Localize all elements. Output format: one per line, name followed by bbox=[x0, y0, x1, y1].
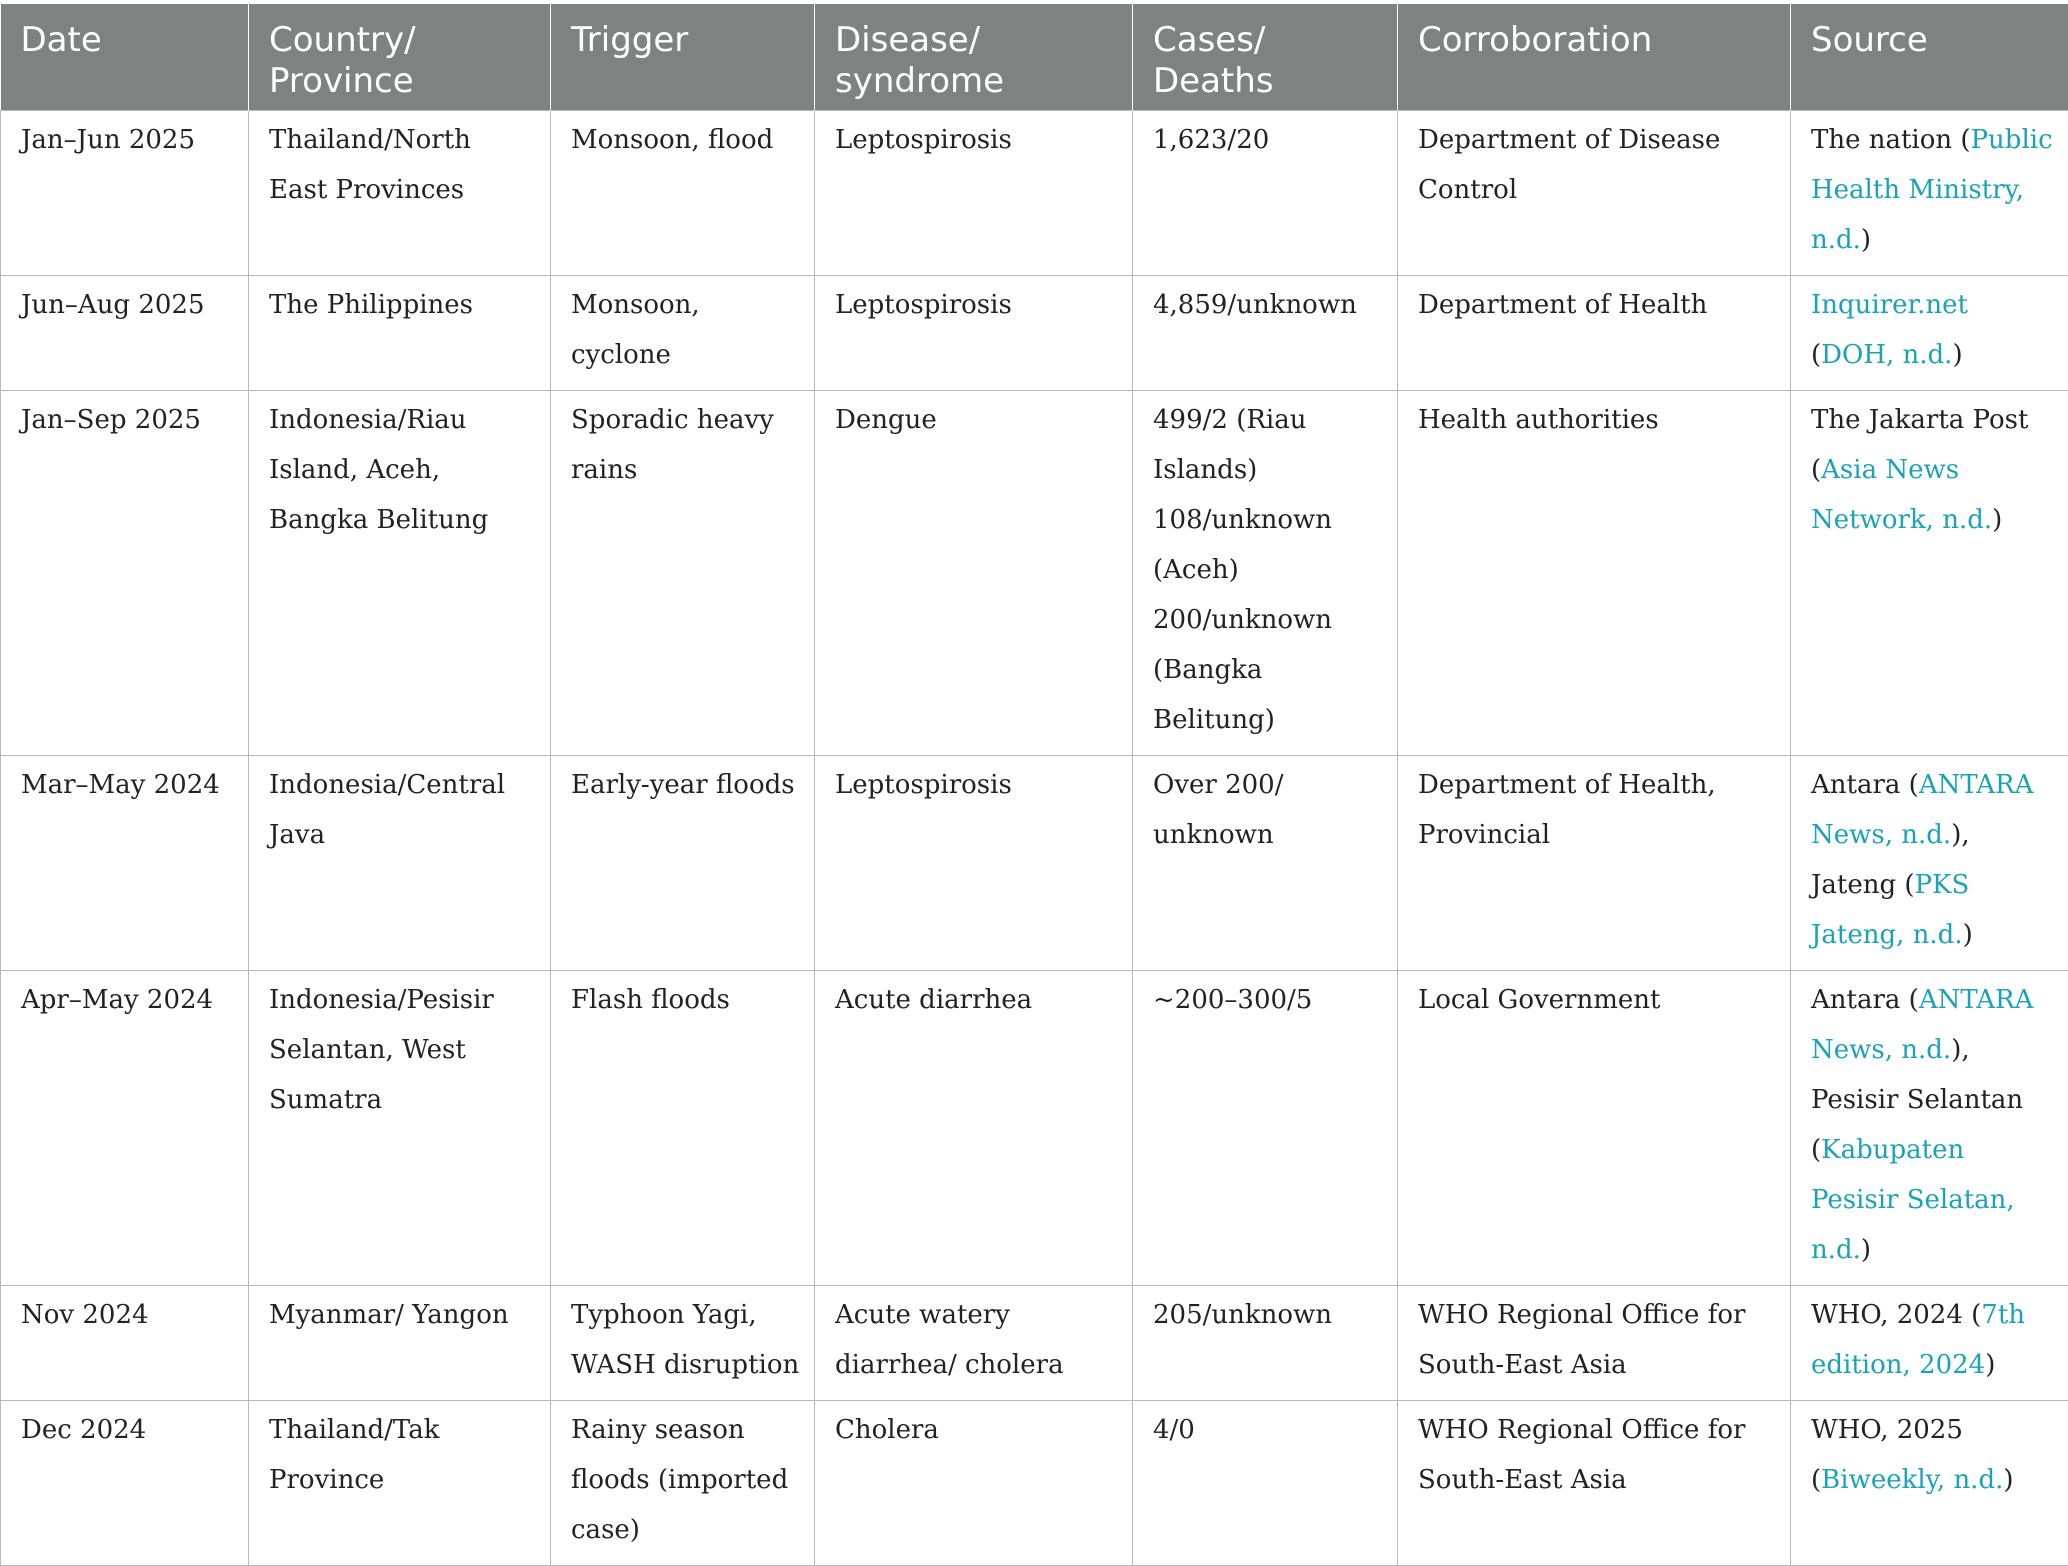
cases-entry: Over 200/ unknown bbox=[1153, 760, 1383, 860]
source-text: The nation ( bbox=[1811, 125, 1971, 155]
source-text: Antara ( bbox=[1811, 985, 1919, 1015]
cell-date: Jun–Aug 2025 bbox=[1, 276, 249, 391]
column-header-trigger bbox=[551, 4, 815, 111]
reference-link[interactable]: Kabupaten Pesisir Selatan, n.d. bbox=[1811, 1135, 2015, 1265]
cell-trigger: Early-year floods bbox=[551, 756, 815, 971]
source-text: ) bbox=[2003, 1465, 2013, 1495]
reference-link[interactable]: Inquirer.net bbox=[1811, 290, 1968, 320]
column-header-label: Corroboration bbox=[1418, 20, 1772, 61]
cases-entry: 499/2 (Riau Islands) bbox=[1153, 395, 1383, 495]
table-row bbox=[1, 971, 2068, 1286]
cell-cases bbox=[1133, 276, 1398, 391]
cell-source bbox=[1791, 391, 2068, 756]
source-text: ) bbox=[1861, 1235, 1871, 1265]
cell-corroboration: Local Government bbox=[1398, 971, 1791, 1286]
table-header bbox=[1, 4, 2068, 111]
column-header-label: Country/ bbox=[269, 20, 532, 61]
cell-country: Indonesia/Central Java bbox=[249, 756, 551, 971]
table-row bbox=[1, 111, 2068, 276]
cell-trigger: Typhoon Yagi, WASH disruption bbox=[551, 1286, 815, 1401]
cell-disease: Leptospirosis bbox=[815, 111, 1133, 276]
cell-source bbox=[1791, 1401, 2068, 1566]
source-text: The Jakarta Post ( bbox=[1811, 405, 2028, 485]
cell-disease: Cholera bbox=[815, 1401, 1133, 1566]
column-header-label: Deaths bbox=[1153, 61, 1379, 102]
cell-corroboration: WHO Regional Office for South-East Asia bbox=[1398, 1286, 1791, 1401]
column-header-label: Source bbox=[1811, 20, 2051, 61]
cell-cases bbox=[1133, 1286, 1398, 1401]
cell-cases bbox=[1133, 391, 1398, 756]
cases-entry: ~200–300/5 bbox=[1153, 975, 1383, 1025]
column-header-label: Trigger bbox=[571, 20, 796, 61]
cell-trigger: Monsoon, flood bbox=[551, 111, 815, 276]
cell-disease: Leptospirosis bbox=[815, 756, 1133, 971]
cell-trigger: Rainy season floods (imported case) bbox=[551, 1401, 815, 1566]
source-text: WHO, 2025 ( bbox=[1811, 1415, 1963, 1495]
cell-trigger: Sporadic heavy rains bbox=[551, 391, 815, 756]
header-row bbox=[1, 4, 2068, 111]
reference-link[interactable]: 7th edition, 2024 bbox=[1811, 1300, 2025, 1380]
cell-date: Apr–May 2024 bbox=[1, 971, 249, 1286]
outbreak-table bbox=[0, 4, 2068, 1566]
cell-source bbox=[1791, 756, 2068, 971]
source-text: WHO, 2024 ( bbox=[1811, 1300, 1981, 1330]
column-header-label: syndrome bbox=[835, 61, 1114, 102]
cases-entry: 108/unknown (Aceh) bbox=[1153, 495, 1383, 595]
cell-corroboration: WHO Regional Office for South-East Asia bbox=[1398, 1401, 1791, 1566]
reference-link[interactable]: PKS Jateng, n.d. bbox=[1811, 870, 1969, 950]
source-text: ), Pesisir Selantan ( bbox=[1811, 1035, 2023, 1165]
column-header-disease bbox=[815, 4, 1133, 111]
source-text: ( bbox=[1811, 340, 1821, 370]
source-text: ), Jateng ( bbox=[1811, 820, 1970, 900]
column-header-label: Disease/ bbox=[835, 20, 1114, 61]
column-header-date bbox=[1, 4, 249, 111]
cell-date: Dec 2024 bbox=[1, 1401, 249, 1566]
cell-country: Indonesia/Pesisir Selantan, West Sumatra bbox=[249, 971, 551, 1286]
table-row bbox=[1, 1401, 2068, 1566]
column-header-cases bbox=[1133, 4, 1398, 111]
column-header-country bbox=[249, 4, 551, 111]
column-header-source bbox=[1791, 4, 2068, 111]
cases-entry: 4,859/unknown bbox=[1153, 280, 1383, 330]
cases-entry: 1,623/20 bbox=[1153, 115, 1383, 165]
cases-entry: 4/0 bbox=[1153, 1405, 1383, 1455]
cases-entry: 205/unknown bbox=[1153, 1290, 1383, 1340]
source-text: ) bbox=[1992, 505, 2002, 535]
cell-cases bbox=[1133, 971, 1398, 1286]
cell-date: Nov 2024 bbox=[1, 1286, 249, 1401]
cell-date: Jan–Jun 2025 bbox=[1, 111, 249, 276]
cases-entry: 200/unknown (Bangka Belitung) bbox=[1153, 595, 1383, 745]
cell-source bbox=[1791, 111, 2068, 276]
table-row bbox=[1, 1286, 2068, 1401]
table-row bbox=[1, 391, 2068, 756]
cell-corroboration: Health authorities bbox=[1398, 391, 1791, 756]
column-header-label: Cases/ bbox=[1153, 20, 1379, 61]
cell-date: Mar–May 2024 bbox=[1, 756, 249, 971]
cell-trigger: Monsoon, cyclone bbox=[551, 276, 815, 391]
cell-source bbox=[1791, 1286, 2068, 1401]
reference-link[interactable]: Asia News Network, n.d. bbox=[1811, 455, 1992, 535]
table-row bbox=[1, 276, 2068, 391]
source-text: ) bbox=[1952, 340, 1962, 370]
cell-country: Thailand/Tak Province bbox=[249, 1401, 551, 1566]
cell-country: Indonesia/Riau Island, Aceh, Bangka Belitung bbox=[249, 391, 551, 756]
source-text: ) bbox=[1985, 1350, 1995, 1380]
cell-cases bbox=[1133, 111, 1398, 276]
column-header-corroboration bbox=[1398, 4, 1791, 111]
cell-country: The Philippines bbox=[249, 276, 551, 391]
source-text: ) bbox=[1861, 225, 1871, 255]
cell-cases bbox=[1133, 1401, 1398, 1566]
table-row bbox=[1, 756, 2068, 971]
reference-link[interactable]: DOH, n.d. bbox=[1821, 340, 1952, 370]
cell-source bbox=[1791, 276, 2068, 391]
cell-trigger: Flash floods bbox=[551, 971, 815, 1286]
cell-cases bbox=[1133, 756, 1398, 971]
cell-source bbox=[1791, 971, 2068, 1286]
source-text: Antara ( bbox=[1811, 770, 1919, 800]
cell-disease: Leptospirosis bbox=[815, 276, 1133, 391]
reference-link[interactable]: ANTARA News, n.d. bbox=[1811, 770, 2033, 850]
column-header-label: Province bbox=[269, 61, 532, 102]
column-header-label: Date bbox=[21, 20, 231, 61]
source-text: ) bbox=[1963, 920, 1973, 950]
cell-disease: Acute diarrhea bbox=[815, 971, 1133, 1286]
cell-corroboration: Department of Health, Provincial bbox=[1398, 756, 1791, 971]
reference-link[interactable]: ANTARA News, n.d. bbox=[1811, 985, 2033, 1065]
cell-corroboration: Department of Disease Control bbox=[1398, 111, 1791, 276]
cell-country: Myanmar/ Yangon bbox=[249, 1286, 551, 1401]
table-body bbox=[1, 111, 2068, 1566]
cell-corroboration: Department of Health bbox=[1398, 276, 1791, 391]
reference-link[interactable]: Public Health Ministry, n.d. bbox=[1811, 125, 2053, 255]
cell-date: Jan–Sep 2025 bbox=[1, 391, 249, 756]
reference-link[interactable]: Biweekly, n.d. bbox=[1821, 1465, 2003, 1495]
cell-disease: Dengue bbox=[815, 391, 1133, 756]
cell-disease: Acute watery diarrhea/ cholera bbox=[815, 1286, 1133, 1401]
cell-country: Thailand/North East Provinces bbox=[249, 111, 551, 276]
